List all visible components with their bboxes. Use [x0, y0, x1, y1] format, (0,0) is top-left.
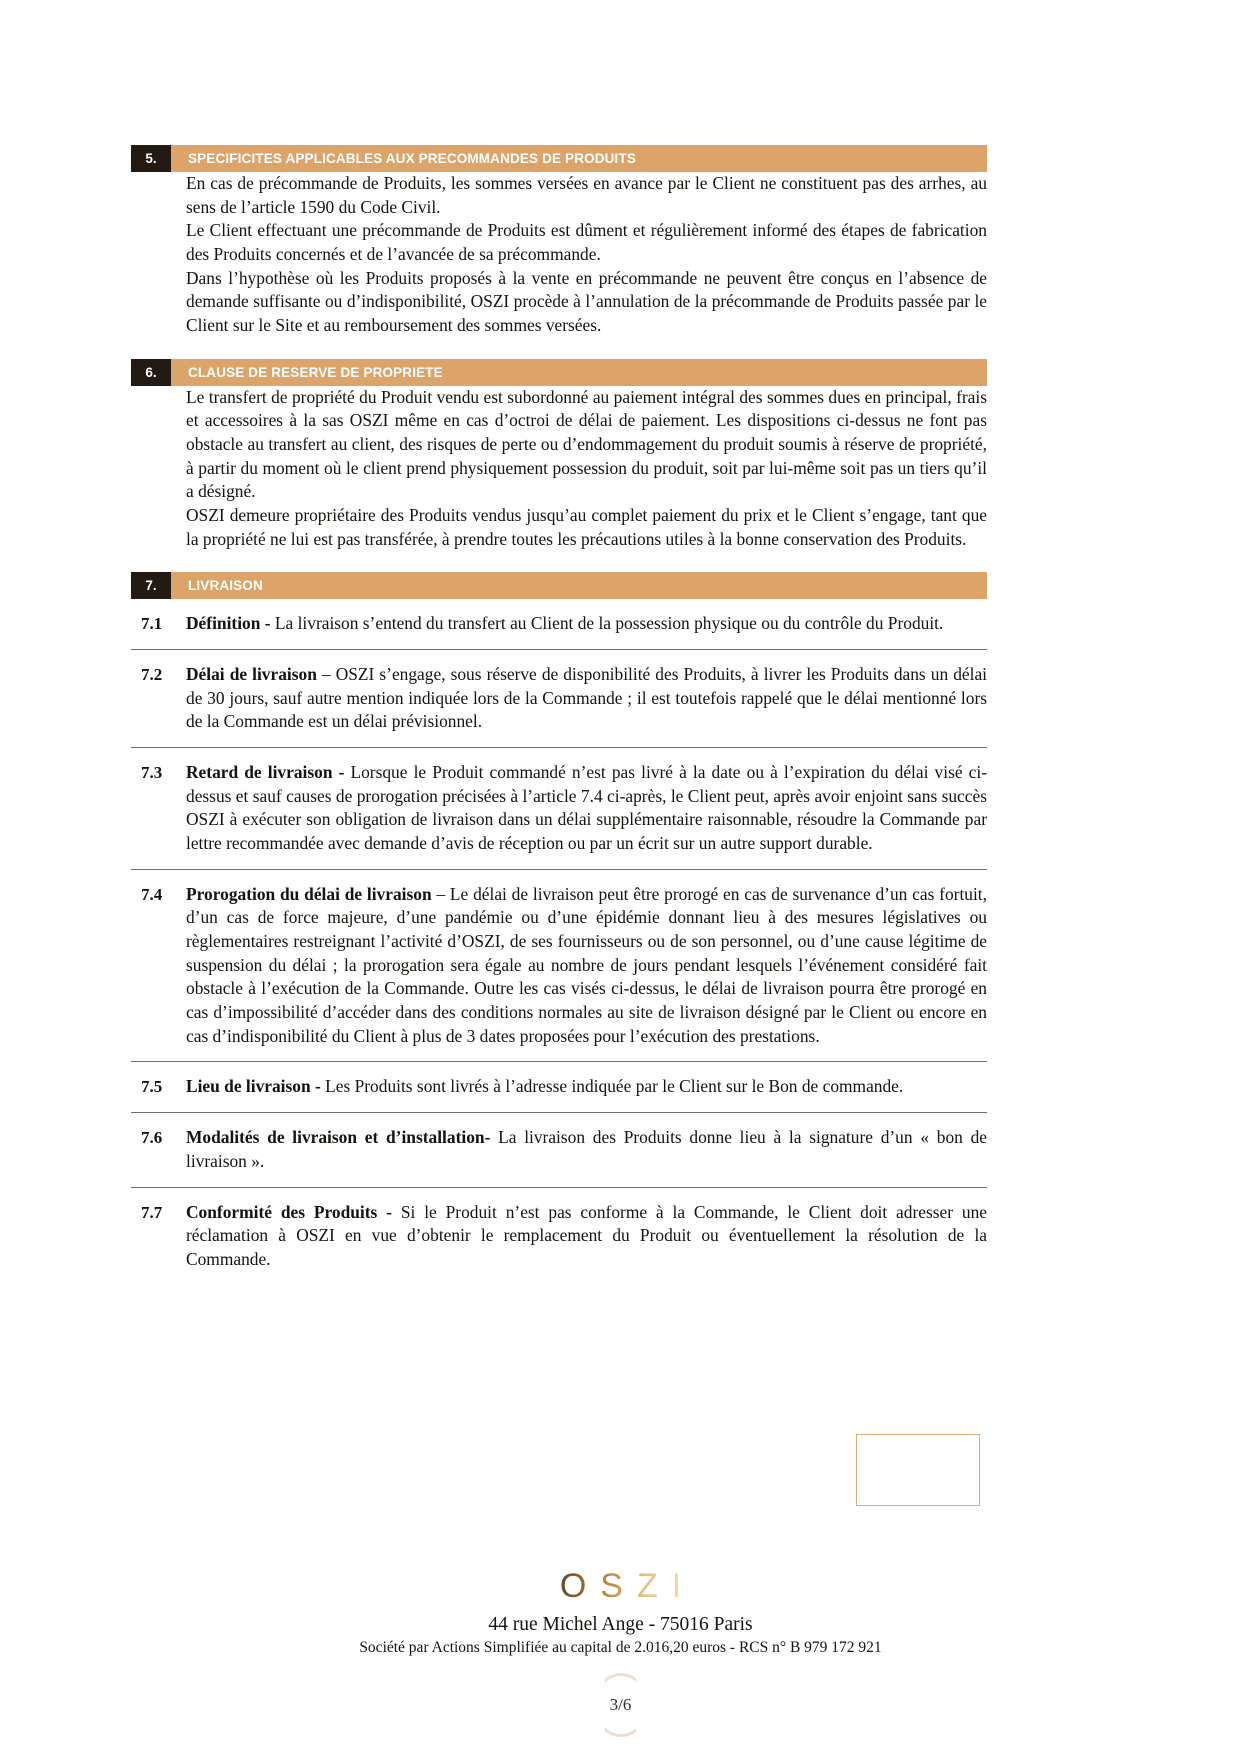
- section-title-6: CLAUSE DE RESERVE DE PROPRIETE: [171, 359, 987, 386]
- list-item: [131, 650, 987, 748]
- item-text: [186, 761, 987, 856]
- section-title-7: LIVRAISON: [171, 572, 987, 599]
- item-body: – OSZI s’engage, sous réserve de disponibilité des Produits, à livrer les Produits dans un délai de 30 jours, sauf autre mention indiquée lors de la Commande ; il est toutefois rappelé que le délai mentionné lors de la Commande est un délai prévisionnel.: [186, 664, 987, 732]
- section-header-5: [131, 145, 987, 172]
- item-body: Lorsque le Produit commandé n’est pas livré à la date ou à l’expiration du délai visé ci-dessus et sauf causes de prorogation précisées à l’article 7.4 ci-après, le Client peut, après avoir enjoint sans succès OSZI à exécuter son obligation de livraison dans un délai supplémentaire raisonnable, résoudre la Commande par lettre recommandée avec demande d’avis de réception ou par un écrit sur un autre support durable.: [186, 762, 987, 854]
- page-number-label: 3/6: [609, 1695, 632, 1714]
- item-lead: Retard de livraison -: [186, 762, 351, 783]
- section-number-7: 7.: [131, 572, 171, 599]
- document-content: [131, 145, 987, 1285]
- item-index: 7.6: [141, 1128, 163, 1148]
- item-index: 7.2: [141, 665, 163, 685]
- paragraph: Le transfert de propriété du Produit vendu est subordonné au paiement intégral des sommes dues en principal, frais et accessoires à la sas OSZI même en cas d’octroi de délai de paiement. Les dispositions ci-dessus ne font pas obstacle au transfert au client, des risques de perte ou d’endommagement du produit soumis à réserve de propriété, à partir du moment où le client prend physiquement possession du produit, soit par lui-même soit pas un tiers qu’il a désigné.: [186, 386, 987, 502]
- oszi-logo: OSZI: [546, 1568, 695, 1605]
- section-header-7: [131, 572, 987, 599]
- section-body-5: [131, 172, 987, 338]
- item-text: [186, 1126, 987, 1173]
- item-text: [186, 1201, 987, 1272]
- item-text: [186, 1075, 987, 1099]
- section-spacer: [131, 551, 987, 572]
- item-text: [186, 612, 987, 636]
- list-item: [131, 870, 987, 1063]
- signature-stamp-box: [856, 1434, 980, 1506]
- item-index: 7.7: [141, 1202, 163, 1222]
- paragraph: Le Client effectuant une précommande de Produits est dûment et régulièrement informé des étapes de fabrication des Produits concernés et de l’avancée de sa précommande.: [186, 220, 987, 265]
- paragraph: Dans l’hypothèse où les Produits proposés à la vente en précommande ne peuvent être conçus en l’absence de demande suffisante ou d’indisponibilité, OSZI procède à l’annulation de la précommande de Produits passée par le Client sur le Site et au remboursement des sommes versées.: [186, 267, 987, 336]
- item-lead: Lieu de livraison -: [186, 1076, 326, 1097]
- item-index: 7.5: [141, 1077, 163, 1097]
- item-lead: Délai de livraison: [186, 664, 322, 685]
- item-index: 7.3: [141, 763, 163, 783]
- item-index: 7.1: [141, 614, 163, 634]
- section-7-item-list: [131, 599, 987, 1284]
- paragraph: OSZI demeure propriétaire des Produits vendus jusqu’au complet paiement du prix et le Client s’engage, tant que la propriété ne lui est pas transférée, à prendre toutes les précautions utiles à la bonne conservation des Produits.: [186, 505, 987, 549]
- item-body: La livraison s’entend du transfert au Client de la possession physique ou du contrôle du Produit.: [274, 613, 944, 634]
- section-number-6: 6.: [131, 359, 171, 386]
- list-item: [131, 1113, 987, 1187]
- section-body-6: [131, 386, 987, 552]
- section-number-5: 5.: [131, 145, 171, 172]
- item-text: [186, 883, 987, 1049]
- list-item: [131, 748, 987, 870]
- item-lead: Conformité des Produits -: [186, 1201, 401, 1222]
- page-footer: [0, 1568, 1241, 1657]
- section-header-6: [131, 359, 987, 386]
- footer-address: 44 rue Michel Ange - 75016 Paris: [488, 1614, 753, 1636]
- section-spacer: [131, 338, 987, 359]
- page-number-badge: [593, 1673, 649, 1737]
- list-item: [131, 1062, 987, 1113]
- item-lead: Définition -: [186, 613, 275, 634]
- item-body: – Le délai de livraison peut être prorogé en cas de survenance d’un cas fortuit, d’un cas de force majeure, d’une pandémie ou d’une épidémie donnant lieu à des mesures législatives ou règlementaires restreignant l’activité d’OSZI, de ses fournisseurs ou de son personnel, ou d’une cause légitime de suspension du délai ; la prorogation sera égale au nombre de jours pendant lesquels l’événement considéré fait obstacle à l’exécution de la Commande. Outre les cas visés ci-dessus, le délai de livraison pourra être prorogé en cas d’impossibilité d’accéder dans des conditions normales au site de livraison désigné par le Client ou encore en cas d’indisponibilité du Client à plus de 3 dates proposées pour l’exécution des prestations.: [186, 883, 987, 1046]
- item-body: Les Produits sont livrés à l’adresse indiquée par le Client sur le Bon de commande.: [325, 1076, 904, 1097]
- list-item: [131, 1188, 987, 1285]
- section-title-5: SPECIFICITES APPLICABLES AUX PRECOMMANDES DE PRODUITS: [171, 145, 987, 172]
- item-body: La livraison des Produits donne lieu à la signature d’un « bon de livraison ».: [186, 1127, 987, 1171]
- item-lead: Prorogation du délai de livraison: [186, 883, 437, 904]
- item-body: Si le Produit n’est pas conforme à la Commande, le Client doit adresser une réclamation à OSZI en vue d’obtenir le remplacement du Produit ou éventuellement la résolution de la Commande.: [186, 1201, 987, 1269]
- item-index: 7.4: [141, 884, 163, 904]
- item-lead: Modalités de livraison et d’installation-: [186, 1127, 499, 1148]
- footer-legal-info: Société par Actions Simplifiée au capital de 2.016,20 euros - RCS n° B 979 172 921: [359, 1639, 882, 1657]
- paragraph: En cas de précommande de Produits, les sommes versées en avance par le Client ne constituent pas des arrhes, au sens de l’article 1590 du Code Civil.: [186, 173, 987, 217]
- item-text: [186, 663, 987, 734]
- list-item: [131, 599, 987, 650]
